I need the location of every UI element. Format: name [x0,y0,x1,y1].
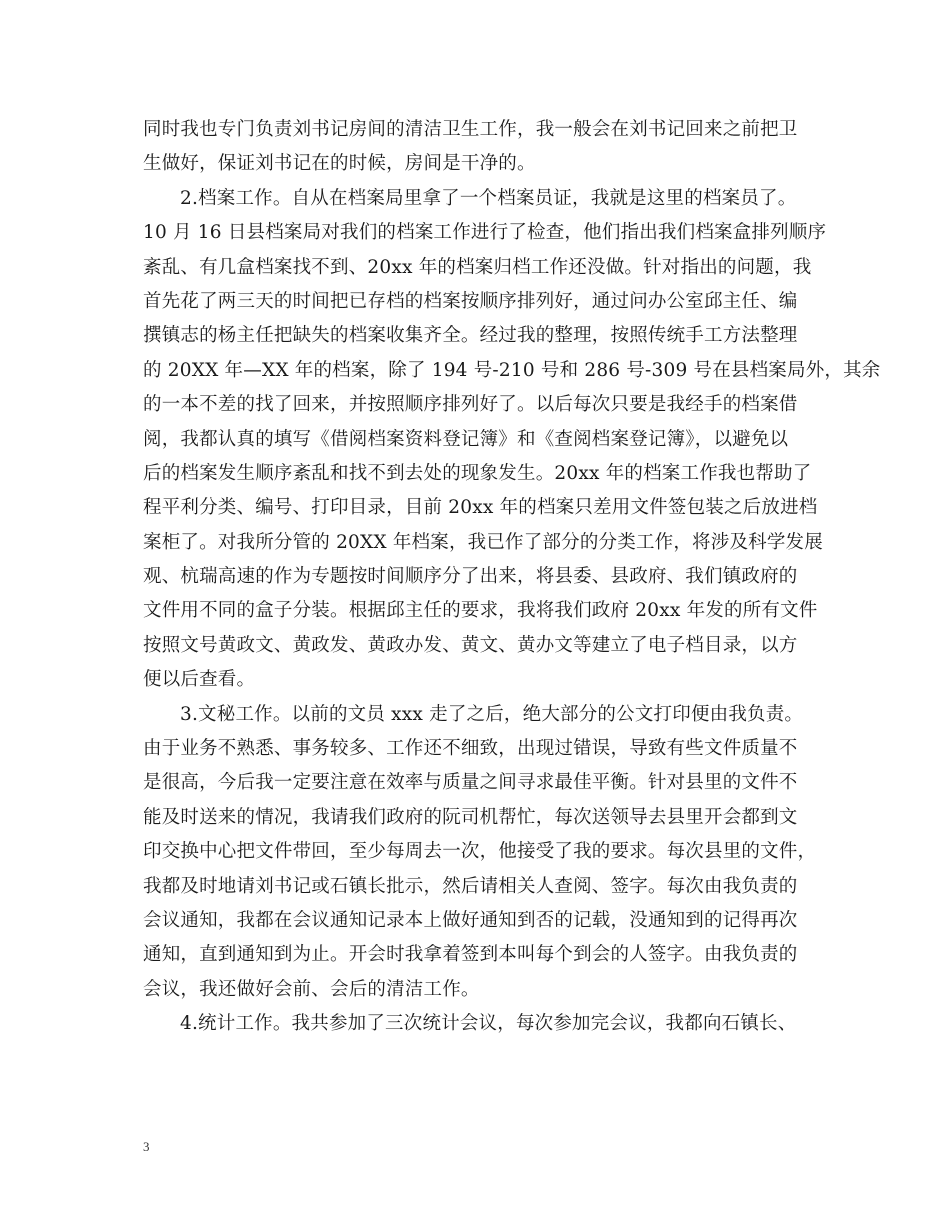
section-heading-line: 3.文秘工作。以前的文员 xxx 走了之后，绝大部分的公文打印便由我负责。 [180,703,804,725]
text-line: 撰镇志的杨主任把缺失的档案收集齐全。经过我的整理，按照传统手工方法整理 [143,325,798,347]
text-line: 便以后查看。 [143,669,256,691]
text-line: 能及时送来的情况，我请我们政府的阮司机帮忙，每次送领导去县里开会都到文 [143,806,798,828]
section-heading-line: 4.统计工作。我共参加了三次统计会议，每次参加完会议，我都向石镇长、 [180,1013,797,1035]
text-line: 会议，我还做好会前、会后的清洁工作。 [143,978,480,1000]
text-line: 按照文号黄政文、黄政发、黄政办发、黄文、黄办文等建立了电子档目录，以方 [143,634,798,656]
text-line: 的一本不差的找了回来，并按照顺序排列好了。以后每次只要是我经手的档案借 [143,394,798,416]
text-line: 印交换中心把文件带回，至少每周去一次，他接受了我的要求。每次县里的文件， [143,841,817,863]
section-heading-line: 2.档案工作。自从在档案局里拿了一个档案员证，我就是这里的档案员了。 [180,187,797,209]
text-line: 通知，直到通知到为止。开会时我拿着签到本叫每个到会的人签字。由我负责的 [143,944,798,966]
text-line: 10 月 16 日县档案局对我们的档案工作进行了检查，他们指出我们档案盒排列顺序 [143,222,827,244]
text-line: 的 20XX 年—XX 年的档案，除了 194 号-210 号和 286 号-309 号在县档案局外，其余 [143,359,881,381]
text-line: 案柜了。对我所分管的 20XX 年档案，我已作了部分的分类工作，将涉及科学发展 [143,531,823,553]
text-line: 我都及时地请刘书记或石镇长批示，然后请相关人查阅、签字。每次由我负责的 [143,875,798,897]
text-line: 程平利分类、编号、打印目录，目前 20xx 年的档案只差用文件签包装之后放进档 [143,497,818,519]
text-line: 首先花了两三天的时间把已存档的档案按顺序排列好，通过问办公室邱主任、编 [143,290,798,312]
text-line: 生做好，保证刘书记在的时候，房间是干净的。 [143,153,536,175]
text-line: 会议通知，我都在会议通知记录本上做好通知到否的记载，没通知到的记得再次 [143,909,798,931]
text-line: 阅，我都认真的填写《借阅档案资料登记簿》和《查阅档案登记簿》，以避免以 [143,428,789,450]
text-line: 是很高，今后我一定要注意在效率与质量之间寻求最佳平衡。针对县里的文件不 [143,772,798,794]
text-line: 文件用不同的盒子分装。根据邱主任的要求，我将我们政府 20xx 年发的所有文件 [143,600,818,622]
text-line: 紊乱、有几盒档案找不到、20xx 年的档案归档工作还没做。针对指出的问题，我 [143,256,812,278]
text-line: 后的档案发生顺序紊乱和找不到去处的现象发生。20xx 年的档案工作我也帮助了 [143,462,812,484]
page-number: 3 [143,1139,150,1154]
text-line: 由于业务不熟悉、事务较多、工作还不细致，出现过错误，导致有些文件质量不 [143,738,798,760]
document-body [143,113,881,1042]
text-line: 同时我也专门负责刘书记房间的清洁卫生工作，我一般会在刘书记回来之前把卫 [143,119,798,140]
text-line: 观、杭瑞高速的作为专题按时间顺序分了出来，将县委、县政府、我们镇政府的 [143,566,798,588]
